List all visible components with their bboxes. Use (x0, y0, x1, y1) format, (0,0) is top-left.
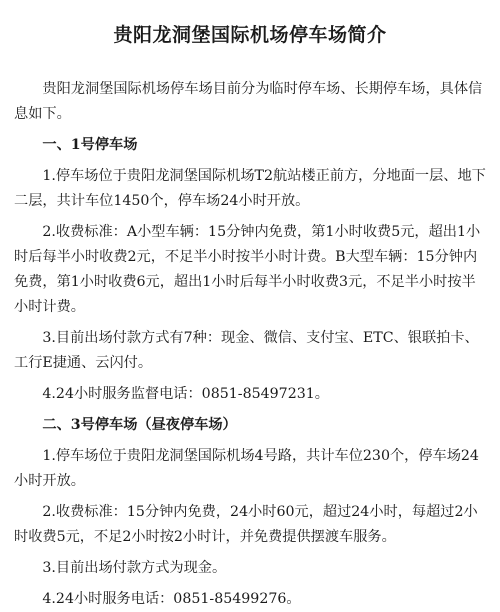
lot-1-fees: 2.收费标准：A小型车辆：15分钟内免费，第1小时收费5元，超出1小时后每半小时收费2元，不足半小时按半小时计费。B大型车辆：15分钟内免费，第1小时收费6元，超出1小时后每半小时收费3元，不足半小时按半小时计费。 (14, 224, 481, 315)
page-title: 贵阳龙洞堡国际机场停车场简介 (113, 24, 387, 46)
lot-3-hotline: 4.24小时服务电话：0851-85499276。 (42, 591, 301, 607)
lot-1-hotline: 4.24小时服务监督电话：0851-85497231。 (42, 386, 329, 402)
lot-3-fees: 2.收费标准：15分钟内免费，24小时60元，超过24小时，每超过2小时收费5元，不足2小时按2小时计，并免费提供摆渡车服务。 (14, 504, 478, 545)
lot-3-location: 1.停车场位于贵阳龙洞堡国际机场4号路，共计车位230个，停车场24小时开放。 (14, 448, 479, 489)
lot-1-payment: 3.目前出场付款方式有7种：现金、微信、支付宝、ETC、银联拍卡、工行E捷通、云闪付。 (14, 330, 479, 371)
section-heading-lot-1: 一、1号停车场 (42, 137, 138, 153)
section-heading-lot-3: 二、3号停车场（昼夜停车场） (42, 417, 237, 433)
lot-1-location: 1.停车场位于贵阳龙洞堡国际机场T2航站楼正前方，分地面一层、地下二层，共计车位1450个，停车场24小时开放。 (14, 168, 486, 209)
lot-3-payment: 3.目前出场付款方式为现金。 (42, 560, 227, 576)
intro-paragraph: 贵阳龙洞堡国际机场停车场目前分为临时停车场、长期停车场，具体信息如下。 (14, 81, 483, 122)
